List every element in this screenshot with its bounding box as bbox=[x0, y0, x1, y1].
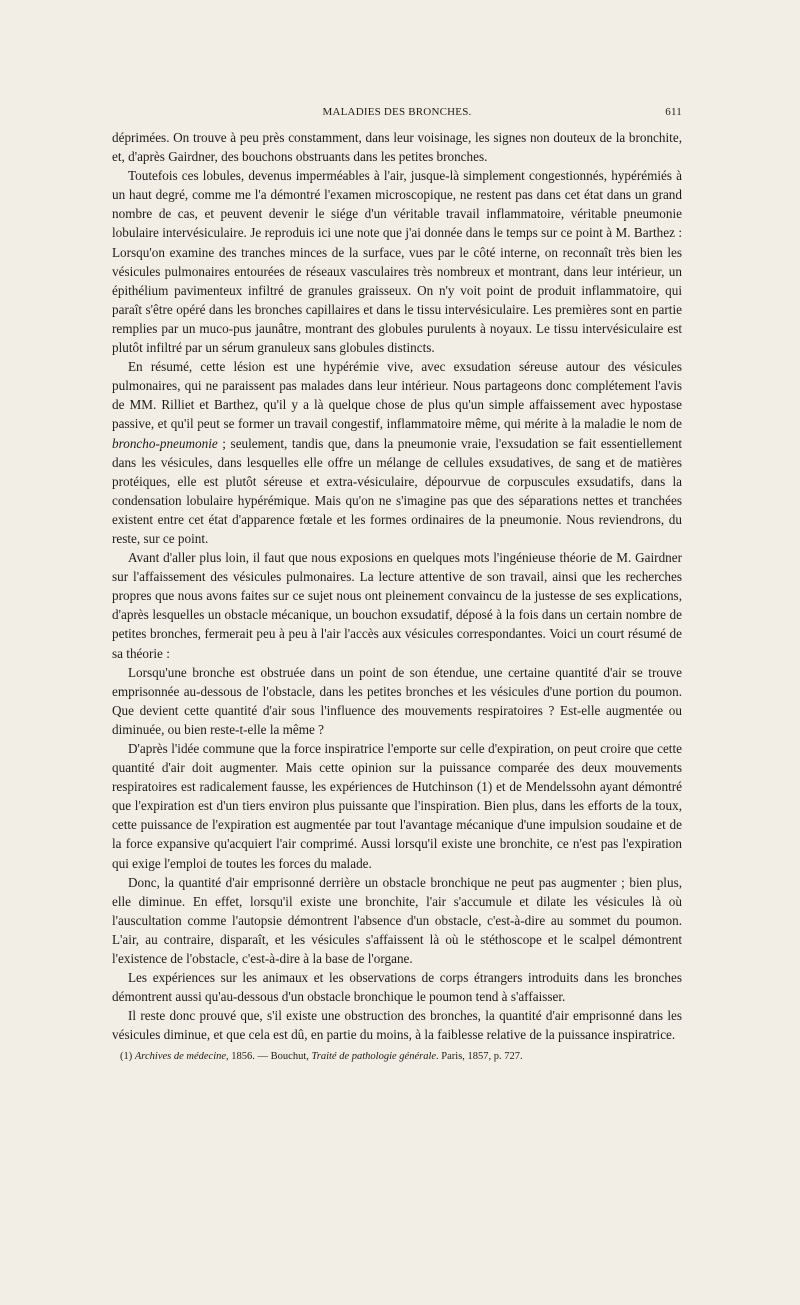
page-number: 611 bbox=[665, 106, 682, 118]
footnote-source-italic: Traité de pathologie générale bbox=[311, 1051, 437, 1062]
footnote-text: . Paris, 1857, p. 727. bbox=[436, 1051, 523, 1062]
paragraph: Lorsqu'une bronche est obstruée dans un point de son étendue, une certaine quantité d'air se trouve emprisonnée au-dessous de l'obstacle, dans les petites bronches et les vésicules d'une portion du poumon. Que devient cette quantité d'air sous l'influence des mouvements respiratoires ? Est-elle augmentée ou diminuée, ou bien reste-t-elle la même ? bbox=[112, 664, 682, 737]
paragraph-text: En résumé, cette lésion est une hypérémie vive, avec exsudation séreuse autour des vésicules pulmonaires, qui ne paraissent pas malades dans leur intérieur. Nous partageons donc complétement l'avis de MM. Rilliet et Barthez, qu'il y a là quelque chose de plus qu'un simple affaissement avec hypostase passive, et qu'il peut se former un travail congestif, inflammatoire même, qui mérite à la maladie le nom de bbox=[112, 359, 682, 432]
body-text bbox=[112, 128, 682, 1045]
paragraph bbox=[112, 357, 682, 548]
paragraph: D'après l'idée commune que la force inspiratrice l'emporte sur celle d'expiration, on peut croire que cette quantité d'air doit augmenter. Mais cette opinion sur la puissance comparée des deux mouvements respiratoires est radicalement fausse, les expériences de Hutchinson (1) et de Mendelssohn ayant démontré que l'expiration est d'un tiers environ plus puissante que l'inspiration. Bien plus, dans les efforts de la toux, cette puissance de l'expiration est augmentée par tout l'avantage mécanique d'une impulsion soudaine et de la force expansive qu'acquiert l'air comprimé. Aussi lorsqu'il existe une bronchite, ce n'est pas l'expiration qui exige l'emploi de toutes les forces du malade. bbox=[112, 741, 682, 871]
paragraph: Donc, la quantité d'air emprisonné derrière un obstacle bronchique ne peut pas augmenter ; bien plus, elle diminue. En effet, lorsqu'il existe une bronchite, l'air s'accumule et dilate les vésicules là où l'auscultation comme l'autopsie démontrent l'absence d'un obstacle, c'est-à-dire au sommet du poumon. L'air, au contraire, disparaît, et les vésicules s'affaissent là où le stéthoscope et le scalpel démontrent l'existence de l'obstacle, c'est-à-dire à la base de l'organe. bbox=[112, 874, 682, 967]
paragraph: Toutefois ces lobules, devenus imperméables à l'air, jusque-là simplement congestionnés, hypérémiés à un haut degré, comme me l'a démontré l'examen microscopique, ne restent pas dans cet état dans un grand nombre de cas, et peuvent devenir le siége d'un véritable travail inflammatoire, véritable pneumonie lobulaire intervésiculaire. Je reproduis ici une note que j'ai donnée dans le temps sur ce point à M. Barthez : Lorsqu'on examine des tranches minces de la surface, vues par le côté interne, on reconnaît très bien les vésicules pulmonaires entourées de réseaux vasculaires très nombreux et montrant, dans leur intérieur, un épithélium pavimenteux infiltré de granules graisseux. On n'y voit point de produit inflammatoire, qui paraît s'être opéré dans les bronches capillaires et dans le tissu intervésiculaire. Les premières sont en partie remplies par un muco-pus jaunâtre, montrant des globules purulents à noyaux. Le tissu intervésiculaire est plutôt infiltré par un sérum granuleux sans globules distincts. bbox=[112, 168, 682, 356]
footnote-marker: (1) bbox=[120, 1051, 133, 1062]
footnote bbox=[112, 1050, 682, 1064]
paragraph: Avant d'aller plus loin, il faut que nous exposions en quelques mots l'ingénieuse théorie de M. Gairdner sur l'affaissement des vésicules pulmonaires. La lecture attentive de son travail, ainsi que les recherches propres que nous avons faites sur ce sujet nous ont pleinement convaincu de la justesse de ses explications, d'après lesquelles un obstacle mécanique, un bouchon exsudatif, déposé à la fois dans un certain nombre de petites bronches, fermerait peu à peu à l'air l'accès aux vésicules correspondantes. Voici un court résumé de sa théorie : bbox=[112, 550, 682, 661]
footnote-source-italic: Archives de médecine bbox=[134, 1051, 227, 1062]
paragraph: Les expériences sur les animaux et les observations de corps étrangers introduits dans les bronches démontrent aussi qu'au-dessous d'un obstacle bronchique le poumon tend à s'affaisser. bbox=[112, 970, 682, 1005]
paragraph: Il reste donc prouvé que, s'il existe une obstruction des bronches, la quantité d'air emprisonné dans les vésicules diminue, et que cela est dû, en partie du moins, à la faiblesse relative de la puissance inspiratrice. bbox=[112, 1008, 682, 1043]
footnote-text: , 1856. — Bouchut, bbox=[226, 1051, 312, 1062]
running-header bbox=[112, 106, 682, 122]
paragraph: déprimées. On trouve à peu près constamment, dans leur voisinage, les signes non douteux de la bronchite, et, d'après Gairdner, des bouchons obstruants dans les petites bronches. bbox=[112, 130, 682, 165]
italic-term: broncho-pneumonie bbox=[112, 435, 218, 451]
running-title: MALADIES DES BRONCHES. bbox=[322, 106, 472, 118]
paragraph-text: ; seulement, tandis que, dans la pneumonie vraie, l'exsudation se fait essentiellement dans les vésicules, dans lesquelles elle offre un mélange de cellules exsudatives, de sang et de matières protéiques, elle est plutôt séreuse et extra-vésiculaire, dépourvue de corpuscules exsudatifs, dans la condensation lobulaire hypérémique. Mais qu'on ne s'imagine pas que des séparations nettes et tranchées existent entre cet état d'apparence fœtale et les formes ordinaires de la pneumonie. Nous reviendrons, du reste, sur ce point. bbox=[112, 435, 682, 546]
